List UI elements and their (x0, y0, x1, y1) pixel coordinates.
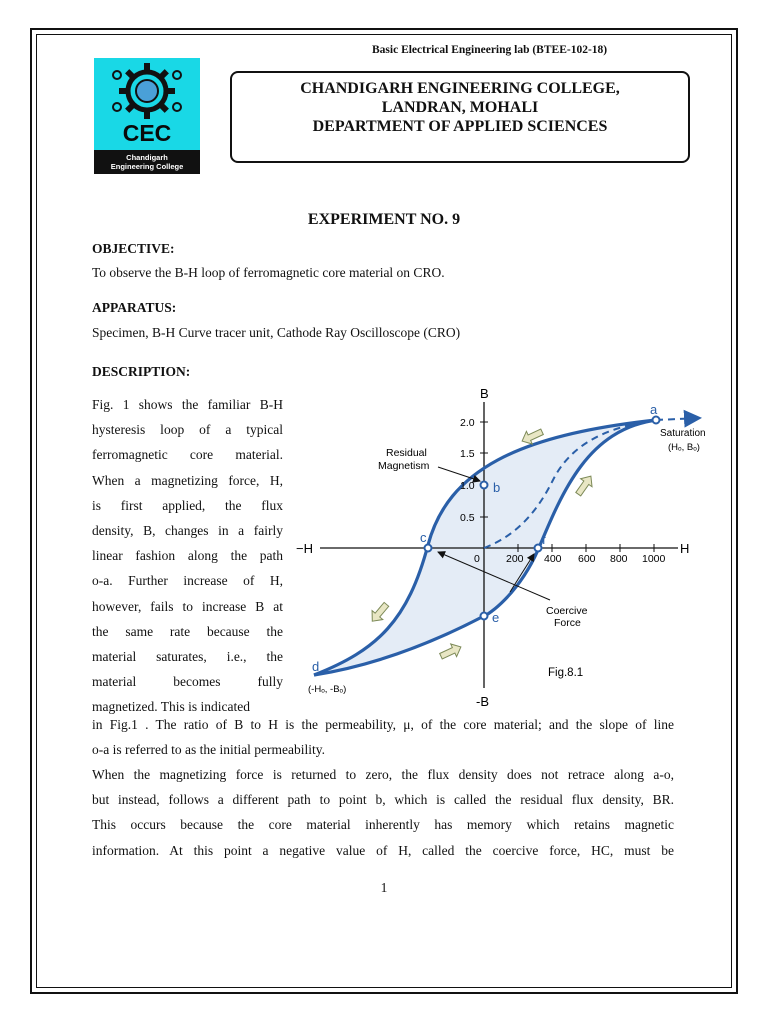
saturation-dashed-arrow (656, 418, 700, 420)
college-logo (94, 58, 200, 174)
bh-hysteresis-figure (288, 380, 708, 710)
h-tick-label: 600 (578, 553, 596, 565)
logo-line-2: Engineering College (110, 162, 184, 171)
apparatus-heading: APPARATUS: (92, 300, 177, 315)
direction-arrow-icon (438, 641, 464, 663)
text-line: material saturates, i.e., the (92, 648, 283, 664)
h-tick-label: 800 (610, 553, 628, 565)
figure-caption: Fig.8.1 (548, 667, 584, 679)
axis-neg-h-label: −H (296, 541, 313, 556)
point-e-label: e (492, 610, 500, 625)
text-line: ferromagnetic core material. (92, 447, 283, 463)
logo-line-1: Chandigarh (126, 153, 168, 162)
point-f-marker (535, 545, 542, 552)
description-column (92, 392, 283, 719)
text-line: however, fails to increase B at (92, 598, 283, 614)
coercive-label-2: Force (554, 617, 581, 629)
page-number: 1 (380, 880, 388, 895)
text-line: o-a. Further increase of H, (92, 573, 283, 589)
experiment-title: EXPERIMENT NO. 9 (307, 211, 461, 228)
origin-label: 0 (474, 553, 480, 565)
residual-label-2: Magnetism (378, 460, 430, 472)
h-tick-label: 400 (544, 553, 562, 565)
saturation-coords-label: (Hₒ, Bₒ) (668, 442, 700, 453)
apparatus-text: Specimen, B-H Curve tracer unit, Cathode Ray Oscilloscope (CRO) (92, 325, 461, 340)
b-tick-label: 1.0 (460, 480, 475, 492)
text-line: hysteresis loop of a typical (92, 422, 283, 438)
residual-label-1: Residual (386, 447, 427, 459)
objective-heading: OBJECTIVE: (92, 241, 175, 256)
b-tick-label: 1.5 (460, 448, 475, 460)
text-line: in Fig.1 . The ratio of B to H is the permeability, μ, of the core material; and the slope of line (92, 717, 674, 732)
neg-coords-label: (-Hₒ, -Bₒ) (308, 684, 347, 695)
objective-text: To observe the B-H loop of ferromagnetic core material on CRO. (92, 265, 445, 280)
point-a-marker (653, 417, 660, 424)
b-tick-label: 0.5 (460, 512, 475, 524)
text-line: the same rate because the (92, 623, 283, 639)
h-tick-label: 200 (506, 553, 524, 565)
college-line-3: DEPARTMENT OF APPLIED SCIENCES (312, 118, 608, 135)
point-e-marker (481, 613, 488, 620)
text-line: When a magnetizing force, H, (92, 472, 283, 488)
point-b-label: b (493, 480, 501, 495)
text-line: Fig. 1 shows the familiar B-H (92, 397, 283, 412)
text-line: magnetized. This is indicated (92, 699, 250, 715)
text-line: When the magnetizing force is returned to zero, the flux density does not retrace along a-o, (92, 767, 674, 782)
coercive-label-1: Coercive (546, 605, 588, 617)
college-name-box (230, 71, 690, 163)
axis-h-label: H (680, 541, 690, 556)
saturation-label: Saturation (660, 428, 706, 439)
h-tick-label: 1000 (642, 553, 666, 565)
text-line: This occurs because the core material inherently has memory which retains magnetic (92, 817, 674, 833)
direction-arrow-icon (573, 472, 597, 498)
college-line-2: LANDRAN, MOHALI (381, 99, 539, 116)
point-b-marker (481, 482, 488, 489)
description-paragraph-1 (92, 712, 674, 762)
text-line: density, B, changes in a fairly (92, 522, 283, 538)
direction-arrow-icon (367, 600, 392, 626)
text-line: o-a is referred to as the initial permeability. (92, 742, 326, 758)
point-c-marker (425, 545, 432, 552)
text-line: information. At this point a negative value of H, called the coercive force, HC, must be (92, 842, 674, 858)
text-line: is first applied, the flux (92, 497, 283, 513)
point-f-label: f (542, 532, 546, 547)
axis-neg-b-label: -B (476, 694, 489, 709)
description-heading: DESCRIPTION: (92, 364, 191, 379)
gear-emblem-icon (94, 58, 200, 128)
logo-band (94, 150, 200, 174)
college-line-1: CHANDIGARH ENGINEERING COLLEGE, (300, 80, 620, 97)
b-tick-label: 2.0 (460, 417, 475, 429)
logo-acronym: CEC (122, 120, 172, 146)
axis-b-label: B (480, 386, 489, 401)
lab-title: Basic Electrical Engineering lab (BTEE-102-18) (372, 44, 608, 56)
text-line: linear fashion along the path (92, 548, 283, 564)
description-paragraph-2 (92, 762, 674, 863)
text-line: material becomes fully (92, 674, 283, 690)
text-line: but instead, follows a different path to point b, which is called the residual flux density, BR. (92, 792, 674, 808)
point-d-label: d (312, 659, 320, 674)
point-c-label: c (420, 530, 427, 545)
point-a-label: a (650, 402, 658, 417)
